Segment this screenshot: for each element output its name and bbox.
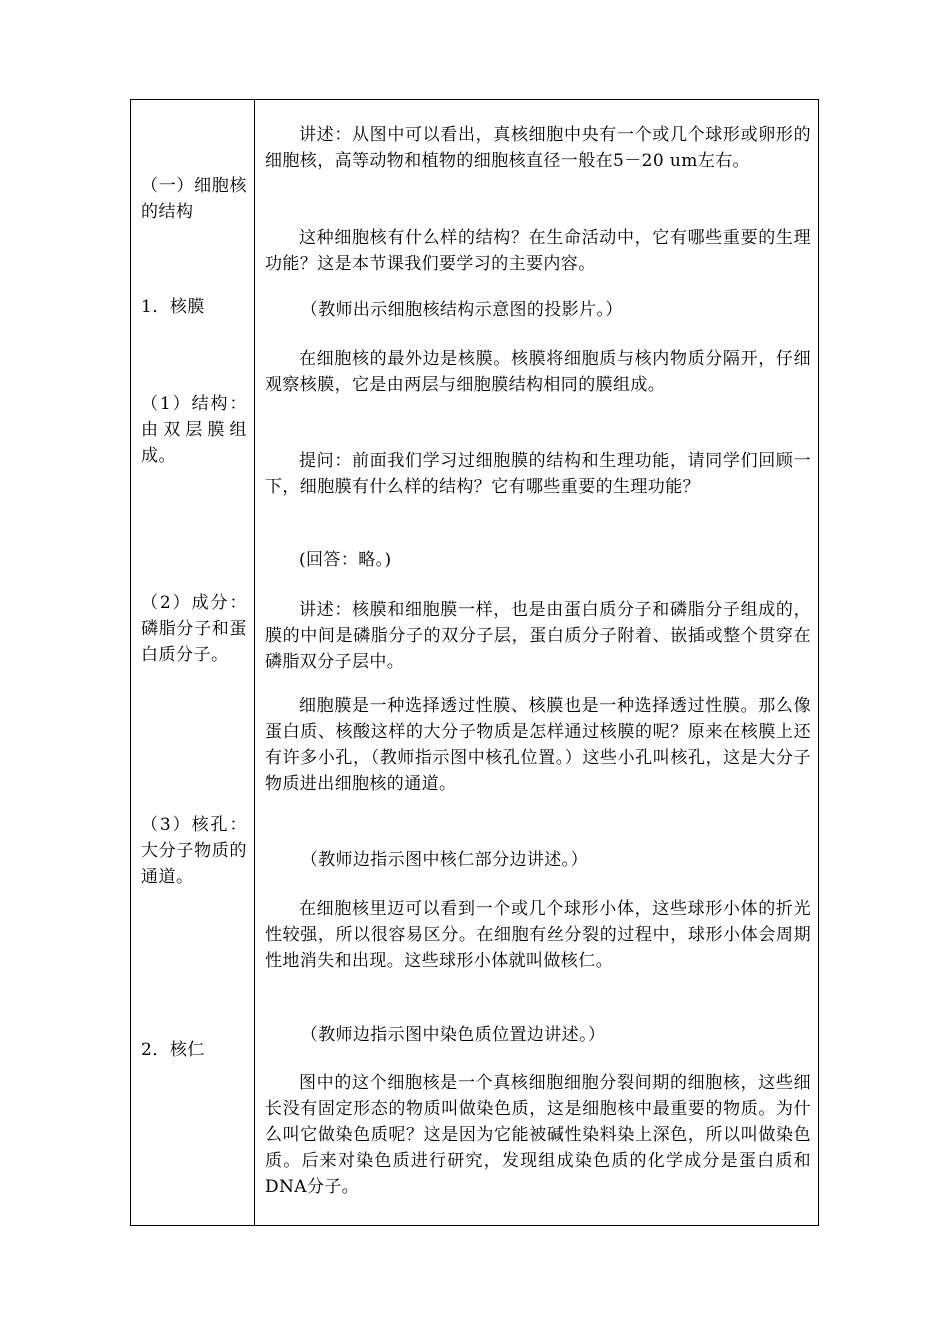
paragraph-nuclear-membrane: 在细胞核的最外边是核膜。核膜将细胞质与核内物质分隔开，仔细观察核膜，它是由两层与细胞膜结构相同的膜组成。 — [265, 349, 811, 395]
outline-column — [131, 100, 254, 1225]
paragraph-teacher-chromatin: （教师边指示图中染色质位置边讲述。） — [300, 1025, 606, 1045]
paragraph-lesson-question: 这种细胞核有什么样的结构？在生命活动中，它有哪些重要的生理功能？这是本节课我们要学习的主要内容。 — [265, 228, 811, 274]
content-column — [255, 100, 819, 1225]
paragraph-teacher-slide: （教师出示细胞核结构示意图的投影片。） — [300, 300, 623, 320]
label-membrane-composition: （2）成分：磷脂分子和蛋白质分子。 — [141, 593, 247, 665]
paragraph-membrane-composition: 讲述：核膜和细胞膜一样，也是由蛋白质分子和磷脂分子组成的，膜的中间是磷脂分子的双分子层，蛋白质分子附着、嵌插或整个贯穿在磷脂双分子层中。 — [265, 600, 811, 672]
paragraph-nuclear-pore: 细胞膜是一种选择透过性膜、核膜也是一种选择透过性膜。那么像蛋白质、核酸这样的大分子物质是怎样通过核膜的呢？原来在核膜上还有许多小孔，（教师指示图中核孔位置。）这些小孔叫核孔，这是大分子物质进出细胞核的通道。 — [265, 696, 811, 794]
label-membrane-structure: （1）结构：由双层膜组成。 — [141, 394, 247, 466]
paragraph-lecture-intro: 讲述：从图中可以看出，真核细胞中央有一个或几个球形或卵形的细胞核，高等动物和植物的细胞核直径一般在5－20 um左右。 — [265, 125, 811, 171]
label-nucleus-structure: （一）细胞核的结构 — [141, 176, 247, 222]
paragraph-question-review: 提问：前面我们学习过细胞膜的结构和生理功能，请同学们回顾一下，细胞膜有什么样的结构？它有哪些重要的生理功能？ — [265, 451, 811, 497]
paragraph-nucleolus: 在细胞核里迈可以看到一个或几个球形小体，这些球形小体的折光性较强，所以很容易区分。在细胞有丝分裂的过程中，球形小体会周期性地消失和出现。这些球形小体就叫做核仁。 — [265, 899, 811, 971]
paragraph-answer: (回答：略。) — [299, 550, 392, 570]
lesson-table — [130, 99, 819, 1226]
paragraph-chromatin: 图中的这个细胞核是一个真核细胞细胞分裂间期的细胞核，这些细长没有固定形态的物质叫做染色质，这是细胞核中最重要的物质。为什么叫它做染色质呢？这是因为它能被碱性染料染上深色，所以叫做染色质。后来对染色质进行研究，发现组成染色质的化学成分是蛋白质和DNA分子。 — [265, 1073, 811, 1197]
label-nuclear-pore: （3）核孔：大分子物质的通道。 — [141, 815, 247, 887]
label-nuclear-membrane: 1．核膜 — [141, 297, 205, 317]
label-nucleolus: 2．核仁 — [141, 1040, 205, 1060]
paragraph-teacher-nucleolus: （教师边指示图中核仁部分边讲述。） — [300, 850, 588, 870]
